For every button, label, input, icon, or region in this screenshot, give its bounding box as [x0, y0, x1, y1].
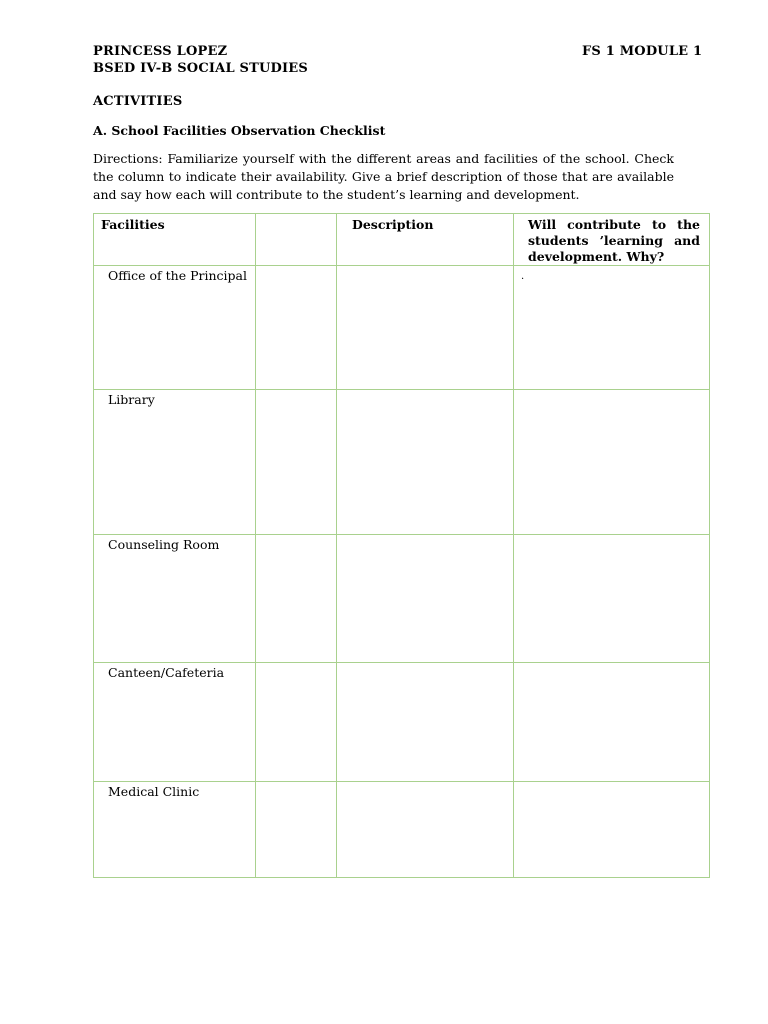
facility-cell: Canteen/Cafeteria [94, 663, 256, 782]
contribution-cell[interactable]: . [514, 266, 710, 390]
description-cell[interactable] [337, 663, 514, 782]
contribution-cell[interactable] [514, 535, 710, 663]
header-facilities: Facilities [94, 214, 256, 266]
header-availability [256, 214, 337, 266]
availability-cell[interactable] [256, 782, 337, 878]
facility-cell: Counseling Room [94, 535, 256, 663]
facilities-checklist-table [93, 213, 710, 878]
description-cell[interactable] [337, 390, 514, 535]
availability-cell[interactable] [256, 390, 337, 535]
facility-cell: Library [94, 390, 256, 535]
facility-cell: Medical Clinic [94, 782, 256, 878]
availability-cell[interactable] [256, 266, 337, 390]
directions-text: Directions: Familiarize yourself with the different areas and facilities of the school. Check the column to indicate their availability. Give a brief description of those that are available and say how each will contribute to the student’s learning and development. [93, 151, 674, 202]
module-label: FS 1 MODULE 1 [582, 44, 703, 59]
description-cell[interactable] [337, 535, 514, 663]
facility-cell: Office of the Principal [94, 266, 256, 390]
course-section: BSED IV-B SOCIAL STUDIES [93, 61, 308, 76]
description-cell[interactable] [337, 266, 514, 390]
table-row [94, 663, 710, 782]
table-row [94, 535, 710, 663]
table-row [94, 266, 710, 390]
availability-cell[interactable] [256, 535, 337, 663]
availability-cell[interactable] [256, 663, 337, 782]
table-row [94, 390, 710, 535]
table-row [94, 782, 710, 878]
header-contribution: Will contribute to the students ’learning and development. Why? [514, 214, 710, 266]
table-header-row [94, 214, 710, 266]
contribution-cell[interactable] [514, 782, 710, 878]
student-name: PRINCESS LOPEZ [93, 44, 228, 59]
section-title: ACTIVITIES [93, 94, 183, 109]
header-description: Description [337, 214, 514, 266]
description-cell[interactable] [337, 782, 514, 878]
contribution-cell[interactable] [514, 390, 710, 535]
checklist-title: A. School Facilities Observation Checklist [93, 123, 386, 138]
contribution-cell[interactable] [514, 663, 710, 782]
